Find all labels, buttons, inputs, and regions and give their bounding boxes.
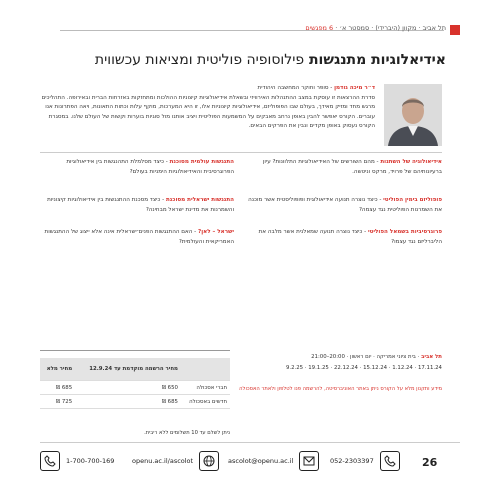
page-title <box>40 52 446 68</box>
breadcrumb-text: תל אביב · מקוון (היברידי) · סמסטר א׳ · <box>333 24 446 32</box>
schedule-line-1 <box>244 352 442 363</box>
topic-head: ישראל – לאן? <box>197 229 234 235</box>
topic-head: התנגשות ישראלית מסוכנת <box>165 197 234 203</box>
breadcrumb-sessions: 6 מפגשים <box>305 24 334 32</box>
topic-5 <box>40 196 234 215</box>
phone-icon <box>380 451 400 471</box>
price-cell: חברי אסכולה <box>181 381 230 395</box>
phone-icon <box>40 451 60 471</box>
course-schedule <box>244 352 442 374</box>
price-header-cell: מחיר מלא <box>40 358 75 381</box>
header-accent-square <box>450 25 460 35</box>
footer-rule <box>40 442 460 443</box>
page-number: 26 <box>422 456 438 469</box>
price-cell: 725 ₪ <box>40 395 75 409</box>
topic-head: פופוליזם בימין הפוליטי <box>383 197 442 203</box>
price-cell: 685 ₪ <box>40 381 75 395</box>
topic-6 <box>40 228 234 247</box>
footer-email[interactable] <box>228 451 319 471</box>
payment-note: ניתן לשלם עד 10 תשלומים ללא ריבית. <box>144 430 230 436</box>
globe-icon <box>199 451 219 471</box>
topic-1 <box>248 158 442 177</box>
location-city: תל אביב <box>421 354 442 360</box>
breadcrumb <box>286 24 446 32</box>
phone-2-label: 1-700-700-169 <box>66 457 115 465</box>
topic-text: - כיצד נוצרה תנועה אידיאולוגית ופופוליסטית אשר מוכנה את השמרנות הפוליטית נגד עצמה? <box>248 197 442 213</box>
price-header-cell <box>181 358 230 381</box>
lecturer-photo <box>384 84 442 146</box>
section-divider <box>40 152 442 153</box>
topic-head: אידיאולוגיה של השתנות <box>380 159 442 165</box>
location-details: · בית ציוני אמריקה · יום ראשון · 20:00–21:00 <box>311 354 422 360</box>
website-label: openu.ac.il/ascolot <box>132 457 194 465</box>
footer-website[interactable] <box>132 451 219 471</box>
mail-icon <box>299 451 319 471</box>
lecturer-name: ד״ר מיכה גודמן <box>334 85 375 91</box>
topic-4 <box>40 158 234 177</box>
topic-3 <box>248 228 442 247</box>
price-row <box>40 381 230 395</box>
topic-head: התנגשות עולמית מסוכנת <box>169 159 234 165</box>
footer-phone-1[interactable] <box>330 451 400 471</box>
topic-head: פרוגרסיביות בשמאל הפוליטי <box>367 229 442 235</box>
price-row <box>40 395 230 409</box>
topic-text: - כיצד נוצרה תנועה שמאלנית אשר מלבה את הליברליזם נגד עצמו? <box>258 229 442 245</box>
topic-text: - כיצד מסלמלת התהנגשות בין אידיאולוגיות הפרוגרסיבית והאידיאולוגיות הימניות בעולם? <box>66 159 234 175</box>
portrait-image <box>384 84 442 146</box>
title-subtitle: פילוסופיה פוליטית ומציאות עכשווית <box>94 52 305 68</box>
price-table <box>40 358 230 409</box>
topic-2 <box>248 196 442 215</box>
price-cell: 650 ₪ <box>75 381 181 395</box>
topic-text: - מהם השורשים של האידיאולוגיות התלוונות? עיון ברעיונותיהם של פרויד, מרקס וניטשה. <box>262 159 442 175</box>
course-note: מידע ותקנון מלא על הקורס ניתן באתר האוניברסיטה, להרשמה פנו לטלפון ולאתר האסכולה <box>239 386 442 392</box>
intro-text <box>40 84 375 132</box>
footer-phone-2[interactable] <box>40 451 114 471</box>
price-cell: 685 ₪ <box>75 395 181 409</box>
email-label: ascolot@openu.ac.il <box>228 457 294 465</box>
schedule-dates: 17.11.24 · 1.12.24 · 15.12.24 · 22.12.24 · 19.1.25 · 9.2.25 <box>285 365 442 371</box>
price-cell: חדשים באסכולה <box>181 395 230 409</box>
title-bold: אידיאלוגיות מתנגשות <box>308 52 446 68</box>
topic-text: - כיצד מסכנת ההתנגשות בין אידיאולוגיות קיצוניות והשמרנות את מדינת ישראל מבחינה? <box>47 197 234 213</box>
phone-1-label: 052-2303397 <box>330 457 374 465</box>
price-header-cell: מחיר הרשמה מוקדמת עד 12.9.24 <box>75 358 181 381</box>
price-header-row <box>40 358 230 381</box>
topic-text: - האם ההתנגשות הפנים־ישראלית אינה אלא ייצוג של ההתנגשות האמריקאית והעולמית? <box>44 229 234 245</box>
lecturer-desc: - סופר וחוקר המחשבה היהודית <box>257 85 335 91</box>
price-separator <box>40 350 230 351</box>
intro-body: סדרת ההרצאות זו עוסקת במצב ההתנהלות האירוויזי ובשאלת אידיאולוגיות קיצוניות ההולכות ומתחזקות באזרחות הברית ובאירופה. התהליכים מרגש מחד ומזיק מאידך, בעולם שבו הפופוליזם, אידיאולוגיות קיצוניות אלו, זו היא המערכות, מוקף עלות וכתות התאונות, ויאה הפתרונות אנו עוברים. הקורס יאפשר להבין באופן נרחב מאבקים על המשמעות הפוליטית ויציב אותנו מול סוגיות בוערות וקשות של העולם שלנו. במסגרת הקורס נעסוק באופן מקדים ונבין את הפרקים הבאים. <box>41 94 375 130</box>
